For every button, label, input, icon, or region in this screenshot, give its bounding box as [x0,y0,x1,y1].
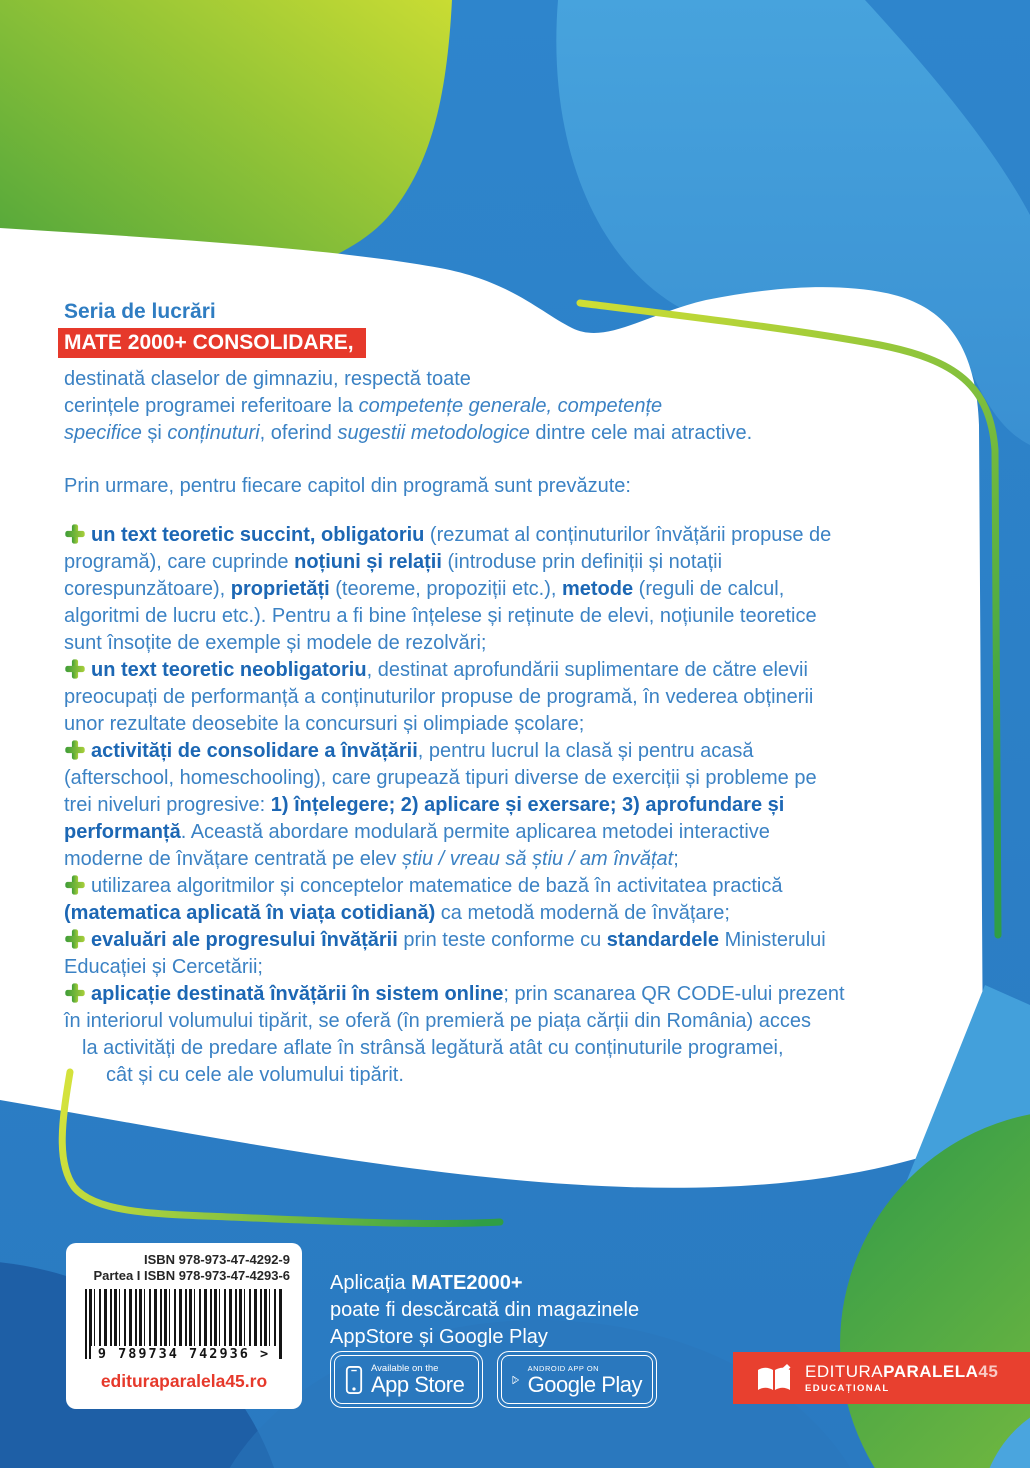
lead-in-paragraph: Prin urmare, pentru fiecare capitol din programă sunt prevăzute: [64,475,631,497]
publisher-banner [733,1352,1030,1404]
google-play-badge[interactable] [497,1351,657,1408]
plus-icon [64,739,86,761]
feature-text: aplicație destinată învățării în sistem online; prin scanarea QR CODE-ului prezent în interiorul volumului tipărit, se oferă (în premieră pe piața cărții din România) acces la activități de predare aflate în strânsă legătură atât cu conținuturile programei, cât și cu cele ale volumului tipărit. [64,983,845,1086]
feature-text: evaluări ale progresului învățării prin teste conforme cu standardele Ministerului Educației și Cercetării; [64,929,826,978]
feature-item [64,522,984,657]
feature-item [64,657,984,738]
feature-item [64,927,984,981]
plus-icon [64,658,86,680]
book-pencil-icon [755,1362,793,1394]
feature-item [64,981,984,1089]
feature-item [64,738,984,873]
plus-icon [64,874,86,896]
app-store-badge-label: App Store [371,1372,465,1397]
plus-icon [64,523,86,545]
plus-icon [64,982,86,1004]
app-store-badge-top-text: Available on the [371,1363,439,1374]
app-info-text: Aplicația MATE2000+ poate fi descărcată din magazinele AppStore și Google Play [330,1272,640,1348]
publisher-name-45: 45 [978,1361,999,1381]
barcode-digits: 9 789734 742936 > [91,1346,277,1362]
isbn-box [66,1243,302,1409]
series-title-highlight [58,328,366,358]
publisher-name-paralela: PARALELA [883,1361,979,1381]
feature-item [64,873,984,927]
series-title: MATE 2000+ CONSOLIDARE, [64,331,354,354]
isbn-line-1: ISBN 978-973-47-4292-9 [144,1252,290,1267]
publisher-name [805,1363,998,1381]
phone-icon [345,1364,363,1396]
feature-text: un text teoretic neobligatoriu, destinat aprofundării suplimentare de către elevii preocupați de performanță a conținuturilor propuse de programă, în vederea obținerii unor rezultate deosebite la concursuri și olimpiade școlare; [64,659,814,735]
plus-icon [64,928,86,950]
play-icon [512,1366,520,1394]
feature-text: un text teoretic succint, obligatoriu (rezumat al conținuturilor învățării propuse de programă), care cuprinde noțiuni și relații (introduse prin definiții și notații corespunzătoare), proprietăți (teoreme, propoziții etc.), metode (reguli de calcul, algoritmi de lucru etc.). Pentru a fi bine înțelese și reținute de elevi, noțiunile teoretice sunt însoțite de exemple și modele de rezolvări; [64,524,832,654]
feature-text: activități de consolidare a învățării, pentru lucrul la clasă și pentru acasă (afterschool, homeschooling), care grupează tipuri diverse de exerciții și probleme pe trei niveluri progresive: 1) înțelegere; 2) aplicare și exersare; 3) aprofundare și performanță. Această abordare modulară permite aplicarea metodei interactive moderne de învățare centrată pe elev știu / vreau să știu / am învățat; [64,740,817,870]
google-play-badge-top-text: ANDROID APP ON [527,1364,600,1373]
feature-text: utilizarea algoritmilor și conceptelor matematice de bază în activitatea practică (matematica aplicată în viața cotidiană) ca metodă modernă de învățare; [64,875,783,924]
app-store-badge[interactable] [330,1351,483,1408]
isbn-line-2: Partea I ISBN 978-973-47-4293-6 [93,1268,290,1283]
publisher-website-link[interactable]: edituraparalela45.ro [100,1371,268,1391]
intro-paragraph: destinată claselor de gimnaziu, respectă toate cerințele programei referitoare la competențe generale, competențe specifice și conținuturi, oferind sugestii metodologice dintre cele mai atractive. [64,368,753,444]
features-list [64,522,984,1089]
google-play-badge-label: Google Play [527,1372,642,1397]
series-label: Seria de lucrări [64,300,216,323]
publisher-name-editura: EDITURA [805,1361,884,1381]
publisher-subtitle: EDUCAȚIONAL [805,1382,890,1394]
card-content [64,298,984,1089]
